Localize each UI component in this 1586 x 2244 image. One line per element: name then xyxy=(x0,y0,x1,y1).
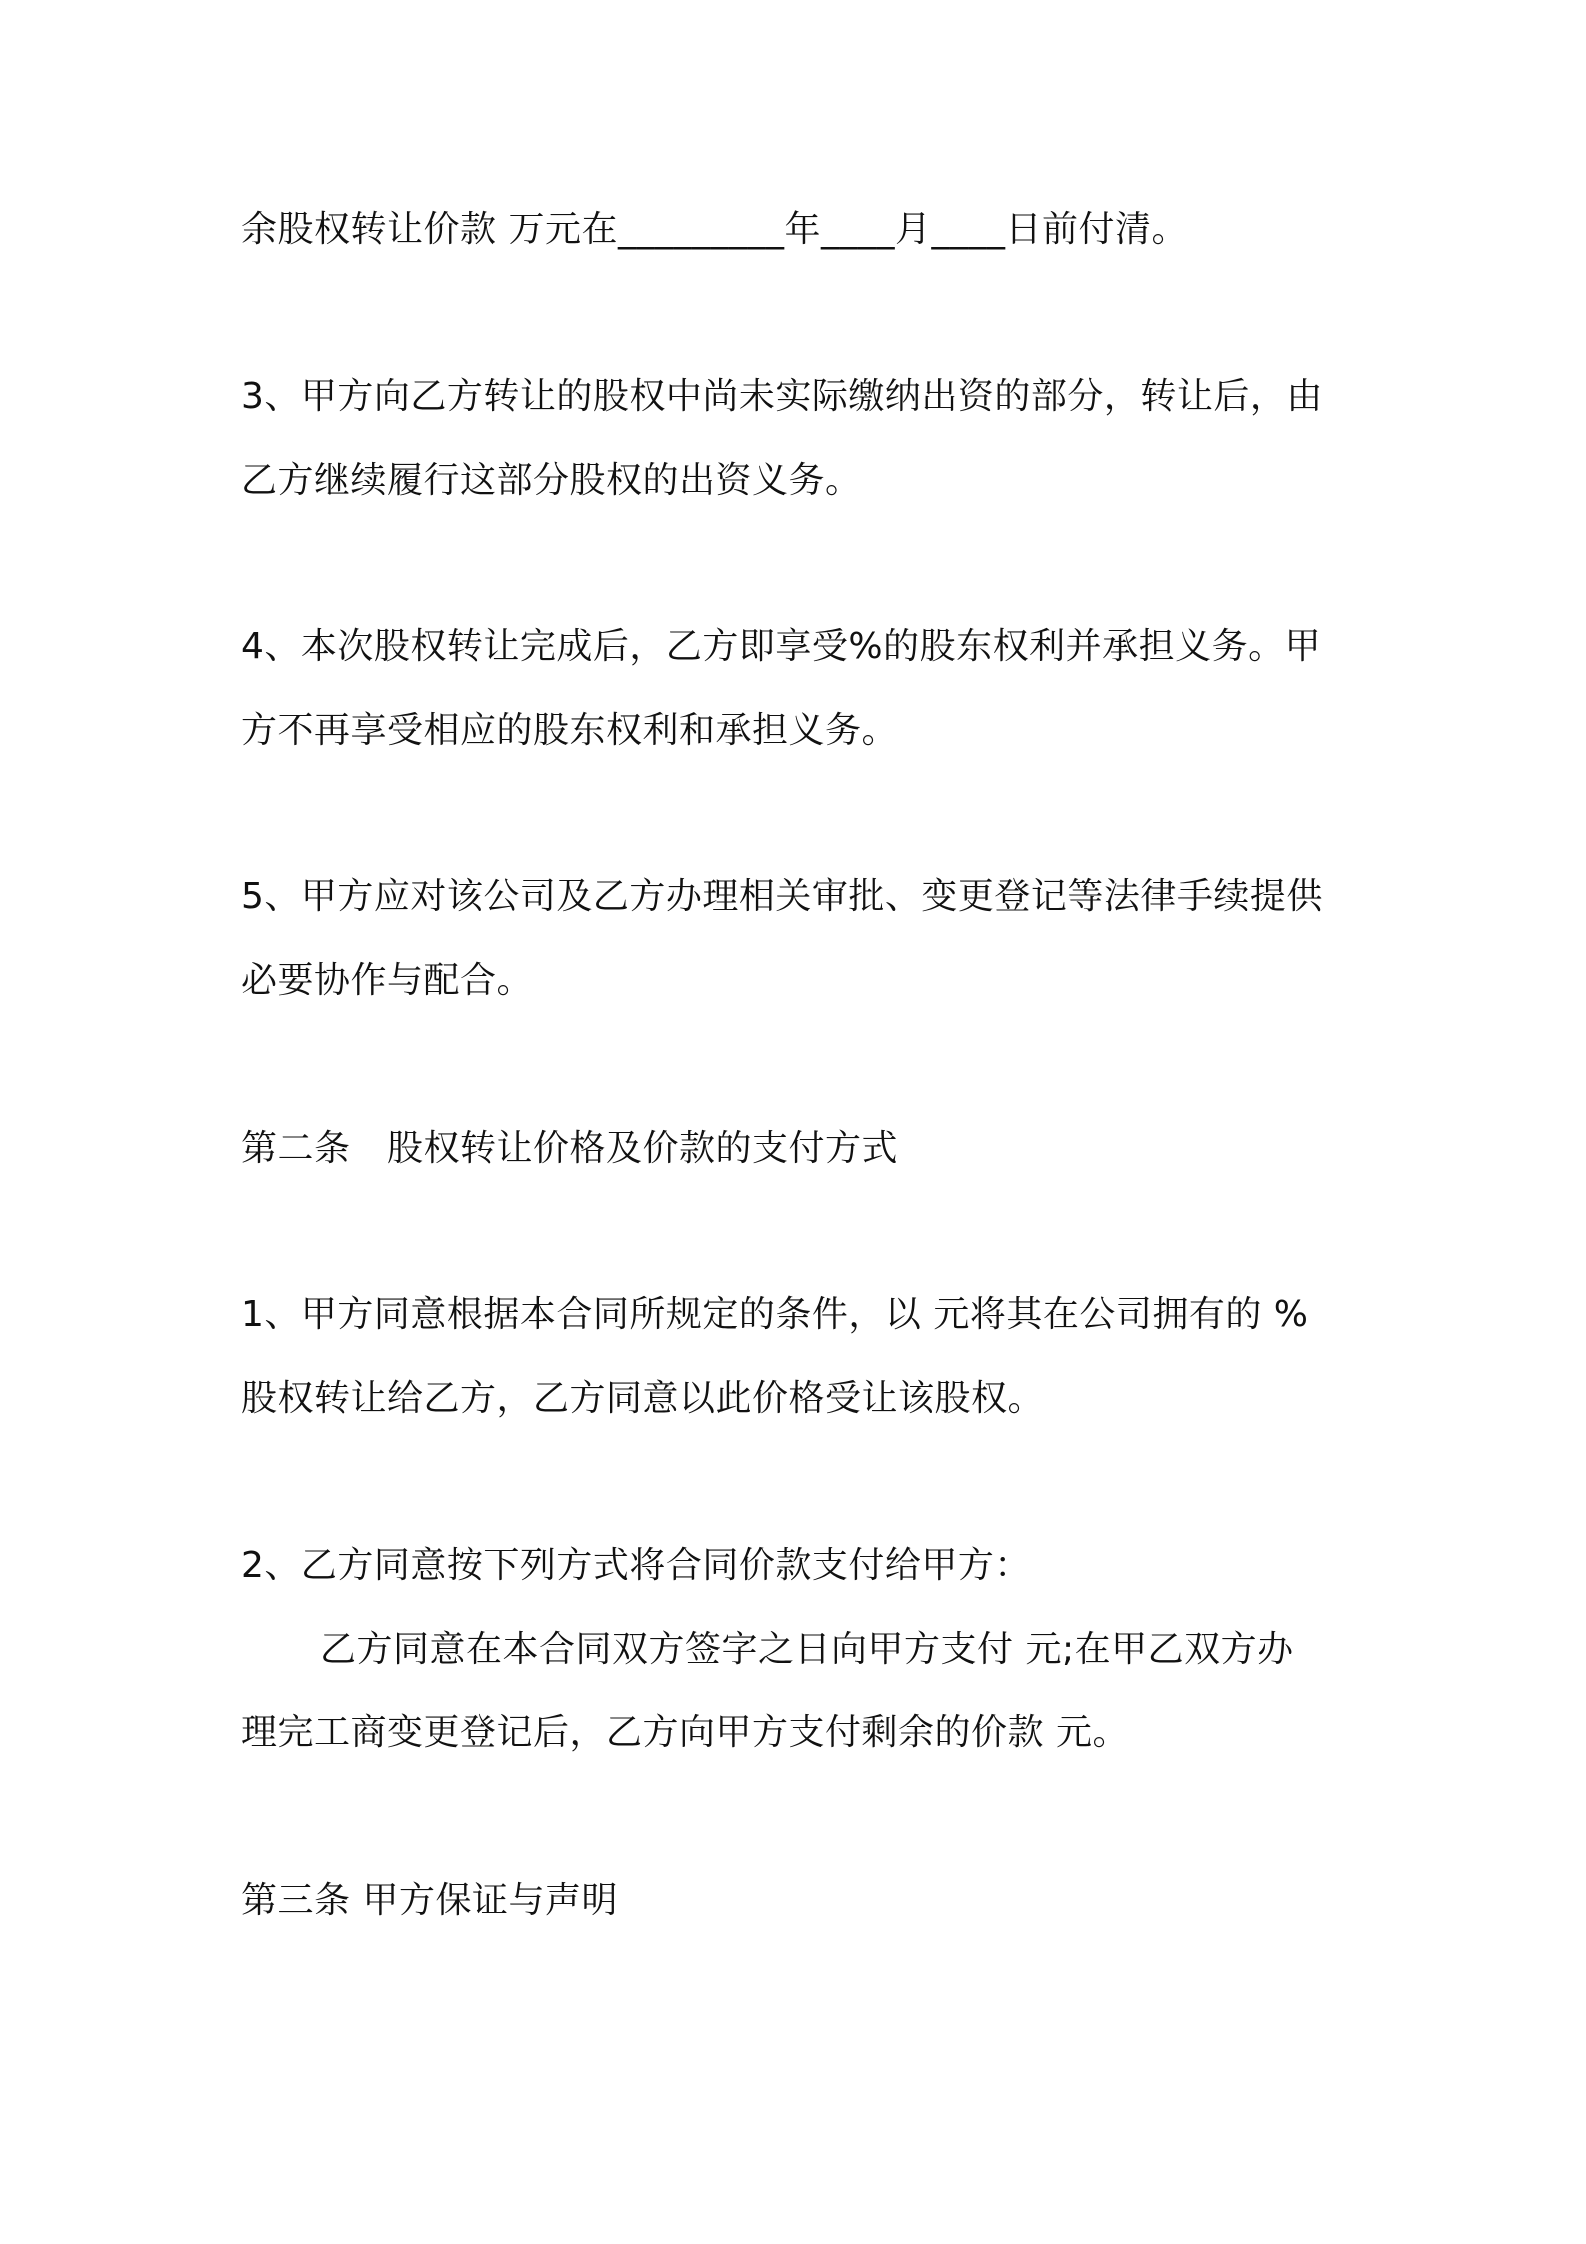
paragraph-line: 3、甲方向乙方转让的股权中尚未实际缴纳出资的部分，转让后，由 xyxy=(241,376,1323,417)
paragraph-line: 方不再享受相应的股东权利和承担义务。 xyxy=(241,710,899,751)
paragraph-line: 股权转让给乙方，乙方同意以此价格受让该股权。 xyxy=(241,1378,1045,1419)
paragraph-line: 2、乙方同意按下列方式将合同价款支付给甲方： xyxy=(241,1545,1031,1586)
paragraph-line: 乙方同意在本合同双方签字之日向甲方支付 元;在甲乙双方办 xyxy=(320,1629,1294,1670)
paragraph-line: 5、甲方应对该公司及乙方办理相关审批、变更登记等法律手续提供 xyxy=(241,876,1323,917)
paragraph-line: 必要协作与配合。 xyxy=(241,960,534,1001)
section-heading: 第二条 股权转让价格及价款的支付方式 xyxy=(241,1128,899,1169)
paragraph-line: 1、甲方同意根据本合同所规定的条件，以 元将其在公司拥有的 % xyxy=(241,1294,1309,1335)
paragraph-line: 乙方继续履行这部分股权的出资义务。 xyxy=(241,460,862,501)
paragraph-line: 理完工商变更登记后，乙方向甲方支付剩余的价款 元。 xyxy=(241,1712,1129,1753)
section-heading: 第三条 甲方保证与声明 xyxy=(241,1880,618,1921)
paragraph-line: 4、本次股权转让完成后，乙方即享受%的股东权利并承担义务。甲 xyxy=(241,626,1322,667)
paragraph-line: 余股权转让价款 万元在_________年____月____日前付清。 xyxy=(241,209,1188,250)
